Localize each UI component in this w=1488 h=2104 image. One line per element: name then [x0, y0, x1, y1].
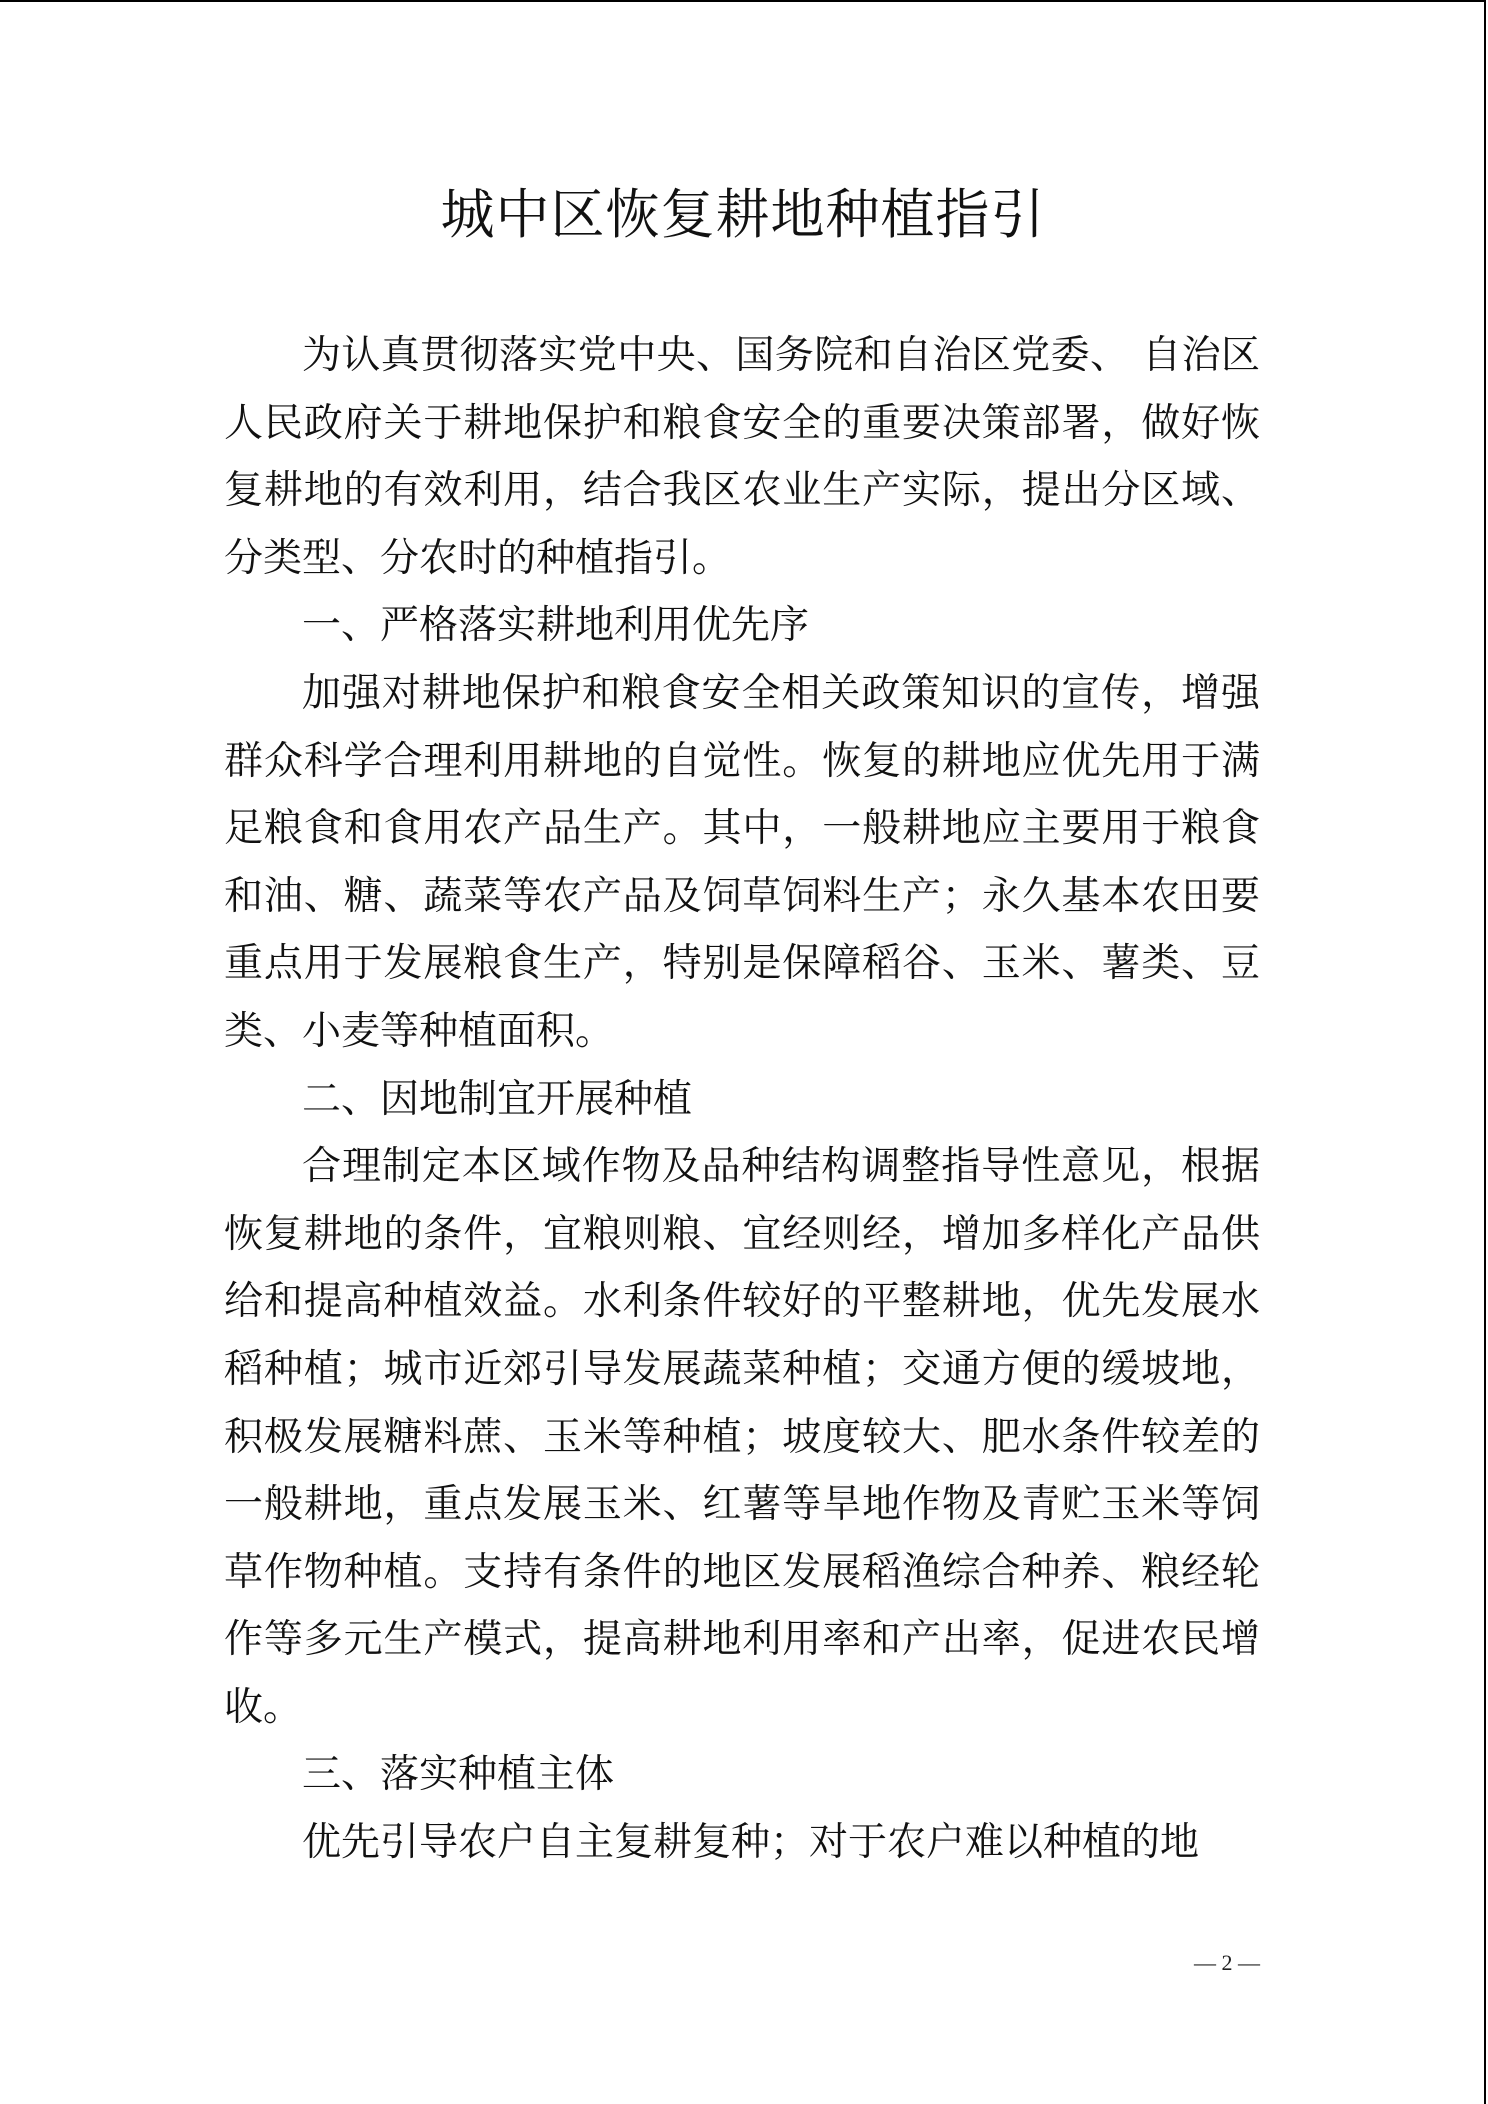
section-heading-1: 一、严格落实耕地利用优先序	[302, 603, 810, 649]
section-heading-2: 二、因地制宜开展种植	[302, 1076, 693, 1122]
paragraph-intro: 为认真贯彻落实党中央、国务院和自治区党委、 自治区人民政府关于耕地保护和粮食安全的重要决策部署，做好恢复耕地的有效利用，结合我区农业生产实际，提出分区域、分类型、分农时的种植指引。	[224, 333, 1260, 581]
section-heading-3: 三、落实种植主体	[302, 1752, 615, 1798]
document-title: 城中区恢复耕地种植指引	[440, 183, 1046, 246]
page-number: — 2 —	[1194, 1950, 1260, 1975]
paragraph-section-2: 合理制定本区域作物及品种结构调整指导性意见，根据恢复耕地的条件，宜粮则粮、宜经则经，增加多样化产品供给和提高种植效益。水利条件较好的平整耕地，优先发展水稻种植；城市近郊引导发展蔬菜种植；交通方便的缓坡地，积极发展糖料蔗、玉米等种植；坡度较大、肥水条件较差的一般耕地，重点发展玉米、红薯等旱地作物及青贮玉米等饲草作物种植。支持有条件的地区发展稻渔综合种养、粮经轮作等多元生产模式，提高耕地利用率和产出率，促进农民增收。	[224, 1144, 1260, 1730]
paragraph-section-3: 优先引导农户自主复耕复种；对于农户难以种植的地	[302, 1820, 1200, 1866]
document-body	[224, 322, 1260, 1877]
paragraph-section-1: 加强对耕地保护和粮食安全相关政策知识的宣传，增强群众科学合理利用耕地的自觉性。恢复的耕地应优先用于满足粮食和食用农产品生产。其中，一般耕地应主要用于粮食和油、糖、蔬菜等农产品及饲草饲料生产；永久基本农田要重点用于发展粮食生产，特别是保障稻谷、玉米、薯类、豆类、小麦等种植面积。	[224, 670, 1260, 1054]
